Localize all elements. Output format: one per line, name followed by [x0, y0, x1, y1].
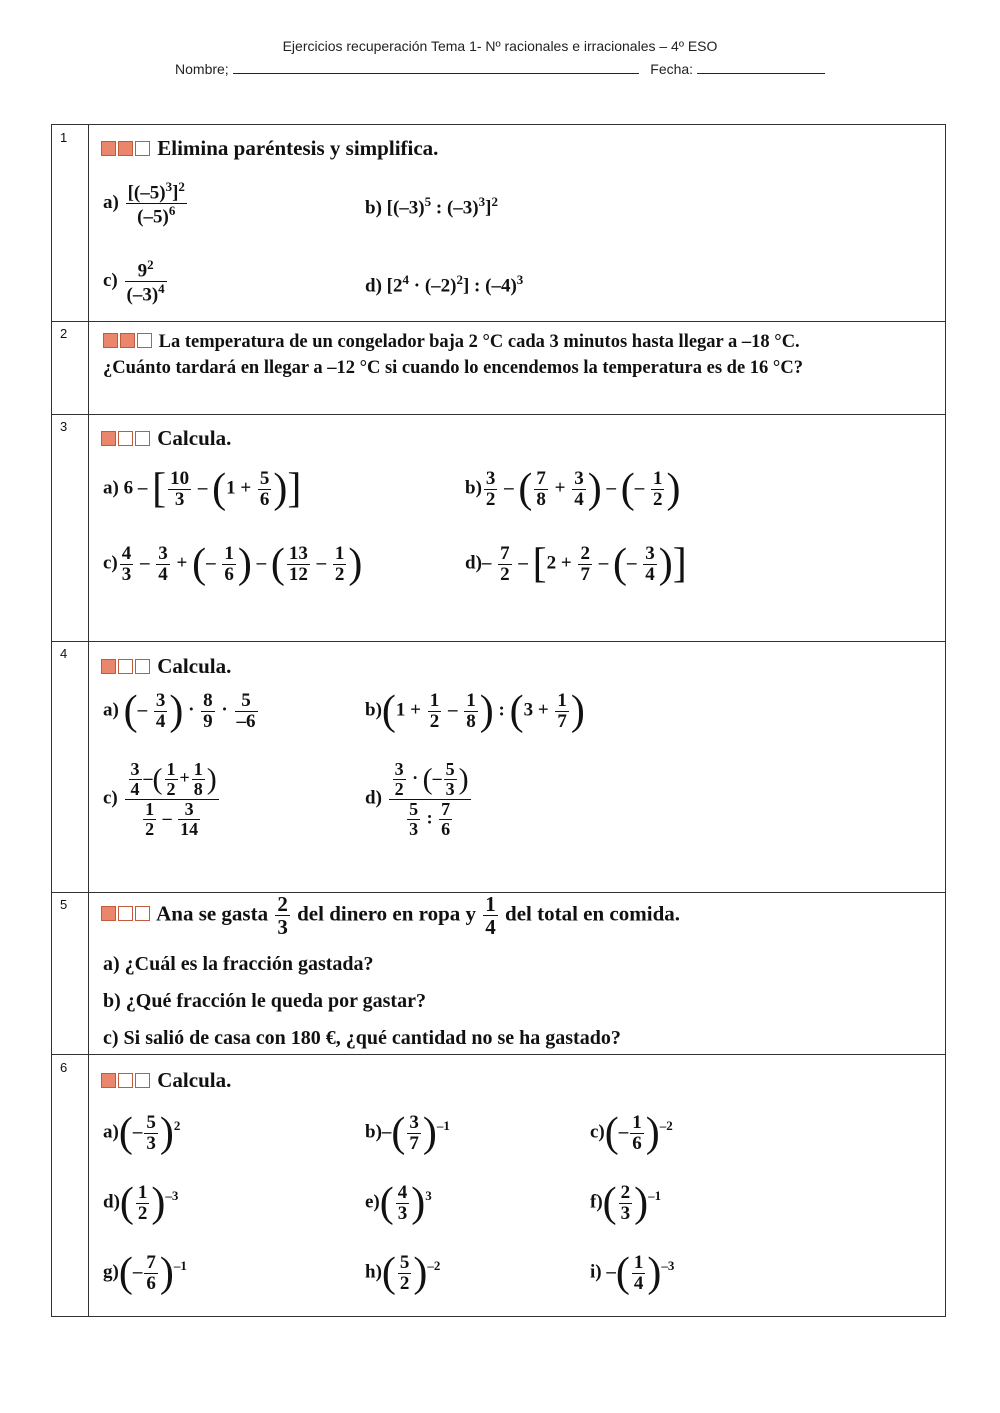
difficulty-icon [118, 659, 133, 674]
difficulty-icon [118, 906, 133, 921]
exercise-6b: b)–( $\frac{3}{7}$ )$^{-1}$ [365, 1110, 450, 1156]
item-label: f) [590, 1191, 603, 1213]
row-number: 6 [60, 1060, 68, 1075]
item-label: a) [103, 192, 119, 214]
exercise-1a [103, 180, 189, 228]
worksheet-title: Ejercicios recuperación Tema 1- Nº racionales e irracionales – 4º ESO [282, 38, 718, 54]
difficulty-icon [120, 333, 135, 348]
item-label: c) [103, 787, 118, 809]
row-number: 1 [60, 130, 68, 145]
exercise-3a: a) 6 – [ $\frac{10}{3}$ – (1 + $\frac{5}{6}$ )] [103, 466, 302, 512]
exercise-title-text: Ana se gasta [156, 901, 269, 926]
name-date-line [0, 61, 1000, 77]
item-label: b) [365, 699, 382, 721]
difficulty-icon [118, 141, 133, 156]
row-number: 3 [60, 419, 68, 434]
exercise-1d: d) $[2^4 \cdot (-2)^2]$ : $(-4)^3$ [365, 272, 524, 297]
exercise-4a: a) (– $\frac{3}{4}$ ) · $\frac{8}{9}$ · $\frac{5}{-6}$ [103, 688, 256, 734]
exercise-3b: b) $\frac{3}{2}$ – ( $\frac{7}{8}$ + $\frac{3}{4}$ ) – (– $\frac{1}{2}$ ) [465, 466, 681, 512]
name-label: Nombre; [175, 61, 229, 77]
difficulty-icon [101, 431, 116, 446]
exercise-6e: e)( $\frac{4}{3}$ )$^3$ [365, 1180, 432, 1226]
exercise-4c: c) $\frac{3}{4}$ –( $\frac{1}{2}$ + $\frac{1}{8}$ ) $\frac{1}{2}$ – $\frac{3}{14}$ [103, 759, 217, 839]
item-label: i) [590, 1261, 602, 1283]
difficulty-icon [103, 333, 118, 348]
difficulty-icon [101, 141, 116, 156]
exercise-6i: i) –( $\frac{1}{4}$ )$^{-3}$ [590, 1250, 675, 1296]
problem-text: La temperatura de un congelador baja 2 °C cada 3 minutos hasta llegar a –18 °C. ¿Cuánto tardará en llegar a –12 °C si cuando lo encendemos la temperatura es de 16 °C? [103, 332, 803, 378]
item-label: d) [103, 1191, 120, 1213]
item-label: a) [103, 477, 119, 499]
item-label: b) [465, 477, 482, 499]
table-border-left [51, 124, 52, 1317]
exercise-title-text: Calcula. [157, 1068, 232, 1092]
difficulty-icon [118, 431, 133, 446]
exercise-3c: c) $\frac{4}{3}$ – $\frac{3}{4}$ + (– $\frac{1}{6}$ ) – ( $\frac{13}{12}$ – $\frac{1}{2}$ ) [103, 541, 363, 587]
number-column-divider [88, 124, 89, 1317]
exercise-6a: a)(– $\frac{5}{3}$ )$^2$ [103, 1110, 181, 1156]
exercise-6c: c)(– $\frac{1}{6}$ )$^{-2}$ [590, 1110, 673, 1156]
difficulty-icon [101, 659, 116, 674]
exercise-6g: g)(– $\frac{7}{6}$ )$^{-1}$ [103, 1250, 187, 1296]
exercise-3-title [101, 426, 231, 451]
difficulty-icon [135, 906, 150, 921]
fraction: $\frac{[(-5)^3]^2}{(-5)^6}$ [127, 179, 185, 228]
name-blank[interactable] [233, 61, 639, 74]
date-blank[interactable] [697, 61, 825, 74]
difficulty-icon [137, 333, 152, 348]
exercise-5c: c) Si salió de casa con 180 €, ¿qué cantidad no se ha gastado? [103, 1027, 621, 1049]
row-number: 5 [60, 897, 68, 912]
item-label: d) [465, 552, 482, 574]
difficulty-icon [135, 141, 150, 156]
item-label: a) [103, 1121, 119, 1143]
difficulty-icon [101, 906, 116, 921]
item-label: c) [590, 1121, 605, 1143]
row-divider [51, 414, 946, 415]
item-label: g) [103, 1261, 119, 1283]
item-label: b) [365, 197, 382, 219]
exercise-4d: d) $\frac{3}{2}$ · (– $\frac{5}{3}$ ) $\frac{5}{3}$ : $\frac{7}{6}$ [365, 759, 469, 839]
item-label: c) [103, 270, 118, 292]
row-divider [51, 641, 946, 642]
item-label: e) [365, 1191, 380, 1213]
difficulty-icon [135, 431, 150, 446]
fraction: $\frac{9^2}{(-3)^4}$ [126, 257, 165, 306]
exercise-2 [103, 329, 803, 381]
exercise-5b: b) ¿Qué fracción le queda por gastar? [103, 990, 426, 1012]
item-label: c) [103, 552, 118, 574]
difficulty-icon [135, 659, 150, 674]
exercise-title-text: Elimina paréntesis y simplifica. [157, 136, 439, 160]
difficulty-icon [101, 1073, 116, 1088]
exercise-1c [103, 258, 169, 306]
difficulty-icon [118, 1073, 133, 1088]
exercise-4-title [101, 654, 231, 679]
row-number: 4 [60, 646, 68, 661]
exercise-4b: b)(1 + $\frac{1}{2}$ – $\frac{1}{8}$ ) : (3 + $\frac{1}{7}$ ) [365, 688, 585, 734]
table-border-right [945, 124, 946, 1317]
exercise-1b: b) [$(-3)^5$ : $(-3)^3]^2$ [365, 194, 498, 219]
item-label: b) [365, 1121, 382, 1143]
exercise-1-title [101, 136, 438, 161]
exercise-title-text: del total en comida. [505, 901, 681, 926]
difficulty-icon [135, 1073, 150, 1088]
exercise-title-text: Calcula. [157, 426, 232, 450]
row-number: 2 [60, 326, 68, 341]
exercise-3d: d)– $\frac{7}{2}$ – [2 + $\frac{2}{7}$ – (– $\frac{3}{4}$ )] [465, 541, 687, 587]
exercise-6-title [101, 1068, 231, 1093]
table-border-bottom [51, 1316, 946, 1317]
item-label: d) [365, 787, 382, 809]
item-label: h) [365, 1261, 382, 1283]
date-label: Fecha: [650, 61, 694, 77]
exercise-6h: h)( $\frac{5}{2}$ )$^{-2}$ [365, 1250, 441, 1296]
table-border-top [51, 124, 946, 125]
item-label: d) [365, 275, 382, 297]
row-divider [51, 321, 946, 322]
exercise-5-title: Ana se gasta $\frac{2}{3}$ del dinero en ropa y $\frac{1}{4}$ del total en comida. [101, 893, 680, 938]
item-label: a) [103, 699, 119, 721]
row-divider [51, 1054, 946, 1055]
exercise-title-text: del dinero en ropa y [297, 901, 477, 926]
exercise-6d: d)( $\frac{1}{2}$ )$^{-3}$ [103, 1180, 179, 1226]
exercise-6f: f)( $\frac{2}{3}$ )$^{-1}$ [590, 1180, 662, 1226]
exercise-5a: a) ¿Cuál es la fracción gastada? [103, 953, 374, 975]
exercise-title-text: Calcula. [157, 654, 232, 678]
